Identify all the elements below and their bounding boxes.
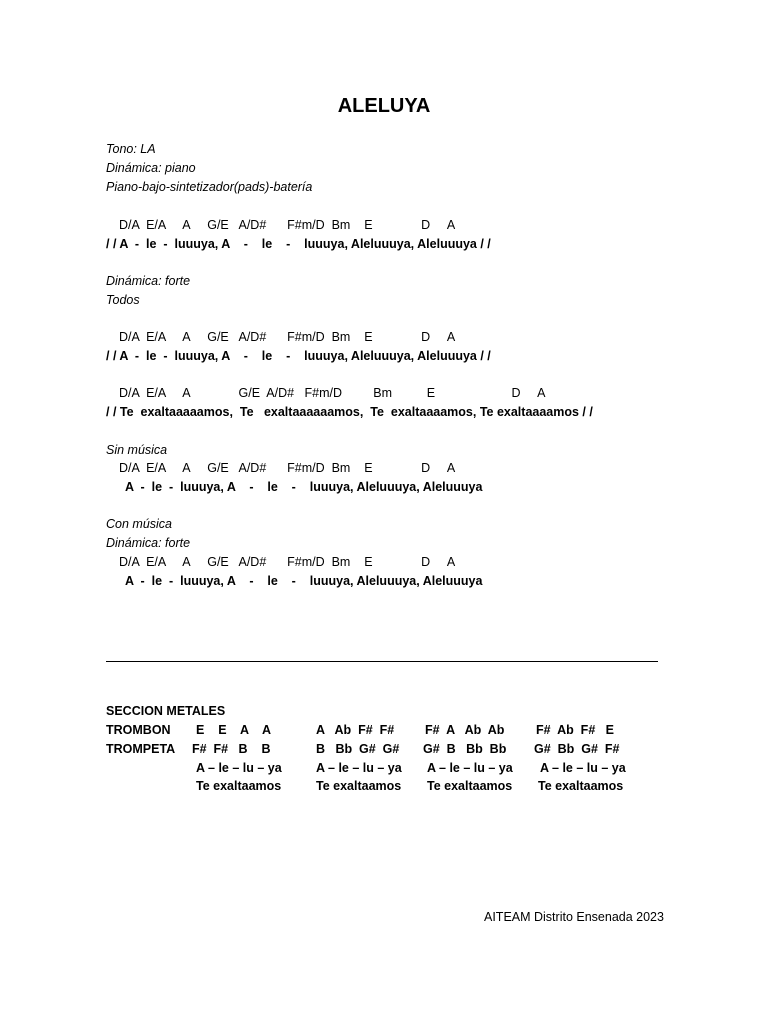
trompeta-notes: B Bb G# G# xyxy=(316,742,400,756)
trombon-notes: A Ab F# F# xyxy=(316,723,395,737)
con-musica-chords: D/A E/A A G/E A/D# F#m/D Bm E D A xyxy=(119,555,456,569)
verse2-chords: D/A E/A A G/E A/D# F#m/D Bm E D A xyxy=(119,330,456,344)
aleluya-syllables: A – le – lu – ya xyxy=(427,761,513,775)
trombon-notes: F# Ab F# E xyxy=(536,723,615,737)
aleluya-syllables: A – le – lu – ya xyxy=(316,761,402,775)
sin-musica-chords: D/A E/A A G/E A/D# F#m/D Bm E D A xyxy=(119,461,456,475)
trompeta-notes: F# F# B B xyxy=(192,742,271,756)
trombon-notes: E E A A xyxy=(196,723,272,737)
tono-label: Tono: LA xyxy=(106,142,156,156)
section2-dinamica: Dinámica: forte xyxy=(106,274,191,288)
trompeta-notes: G# Bb G# F# xyxy=(534,742,620,756)
sin-musica-label: Sin música xyxy=(106,443,168,457)
verse3-lyrics: / / Te exaltaaaaamos, Te exaltaaaaaamos, Te exaltaaaamos, Te exaltaaaamos / / xyxy=(106,405,593,419)
trombon-notes: F# A Ab Ab xyxy=(425,723,505,737)
song-title: ALELUYA xyxy=(337,95,431,117)
verse1-lyrics: / / A - le - luuuya, A - le - luuuya, Aleluuuya, Aleluuuya / / xyxy=(106,237,491,251)
footer-credit: AITEAM Distrito Ensenada 2023 xyxy=(484,910,664,924)
sin-musica-lyrics: A - le - luuuya, A - le - luuuya, Aleluuuya, Aleluuuya xyxy=(125,480,483,494)
exaltamos-text: Te exaltaamos xyxy=(196,779,282,793)
con-musica-lyrics: A - le - luuuya, A - le - luuuya, Aleluuuya, Aleluuuya xyxy=(125,574,483,588)
exaltamos-text: Te exaltaamos xyxy=(316,779,402,793)
exaltamos-text: Te exaltaamos xyxy=(427,779,513,793)
trompeta-notes: G# B Bb Bb xyxy=(423,742,507,756)
con-musica-dinamica: Dinámica: forte xyxy=(106,536,191,550)
aleluya-syllables: A – le – lu – ya xyxy=(540,761,626,775)
aleluya-syllables: A – le – lu – ya xyxy=(196,761,282,775)
metales-heading: SECCION METALES xyxy=(106,704,226,718)
trombon-label: TROMBON xyxy=(106,723,171,737)
con-musica-label: Con música xyxy=(106,517,172,531)
section2-todos: Todos xyxy=(106,293,140,307)
exaltamos-text: Te exaltaamos xyxy=(538,779,624,793)
verse2-lyrics: / / A - le - luuuya, A - le - luuuya, Aleluuuya, Aleluuuya / / xyxy=(106,349,491,363)
divider xyxy=(106,661,658,662)
verse3-chords: D/A E/A A G/E A/D# F#m/D Bm E D A xyxy=(119,386,546,400)
trompeta-label: TROMPETA xyxy=(106,742,176,756)
dinamica-label: Dinámica: piano xyxy=(106,161,196,175)
verse1-chords: D/A E/A A G/E A/D# F#m/D Bm E D A xyxy=(119,218,456,232)
instrument-list: Piano-bajo-sintetizador(pads)-batería xyxy=(106,180,313,194)
